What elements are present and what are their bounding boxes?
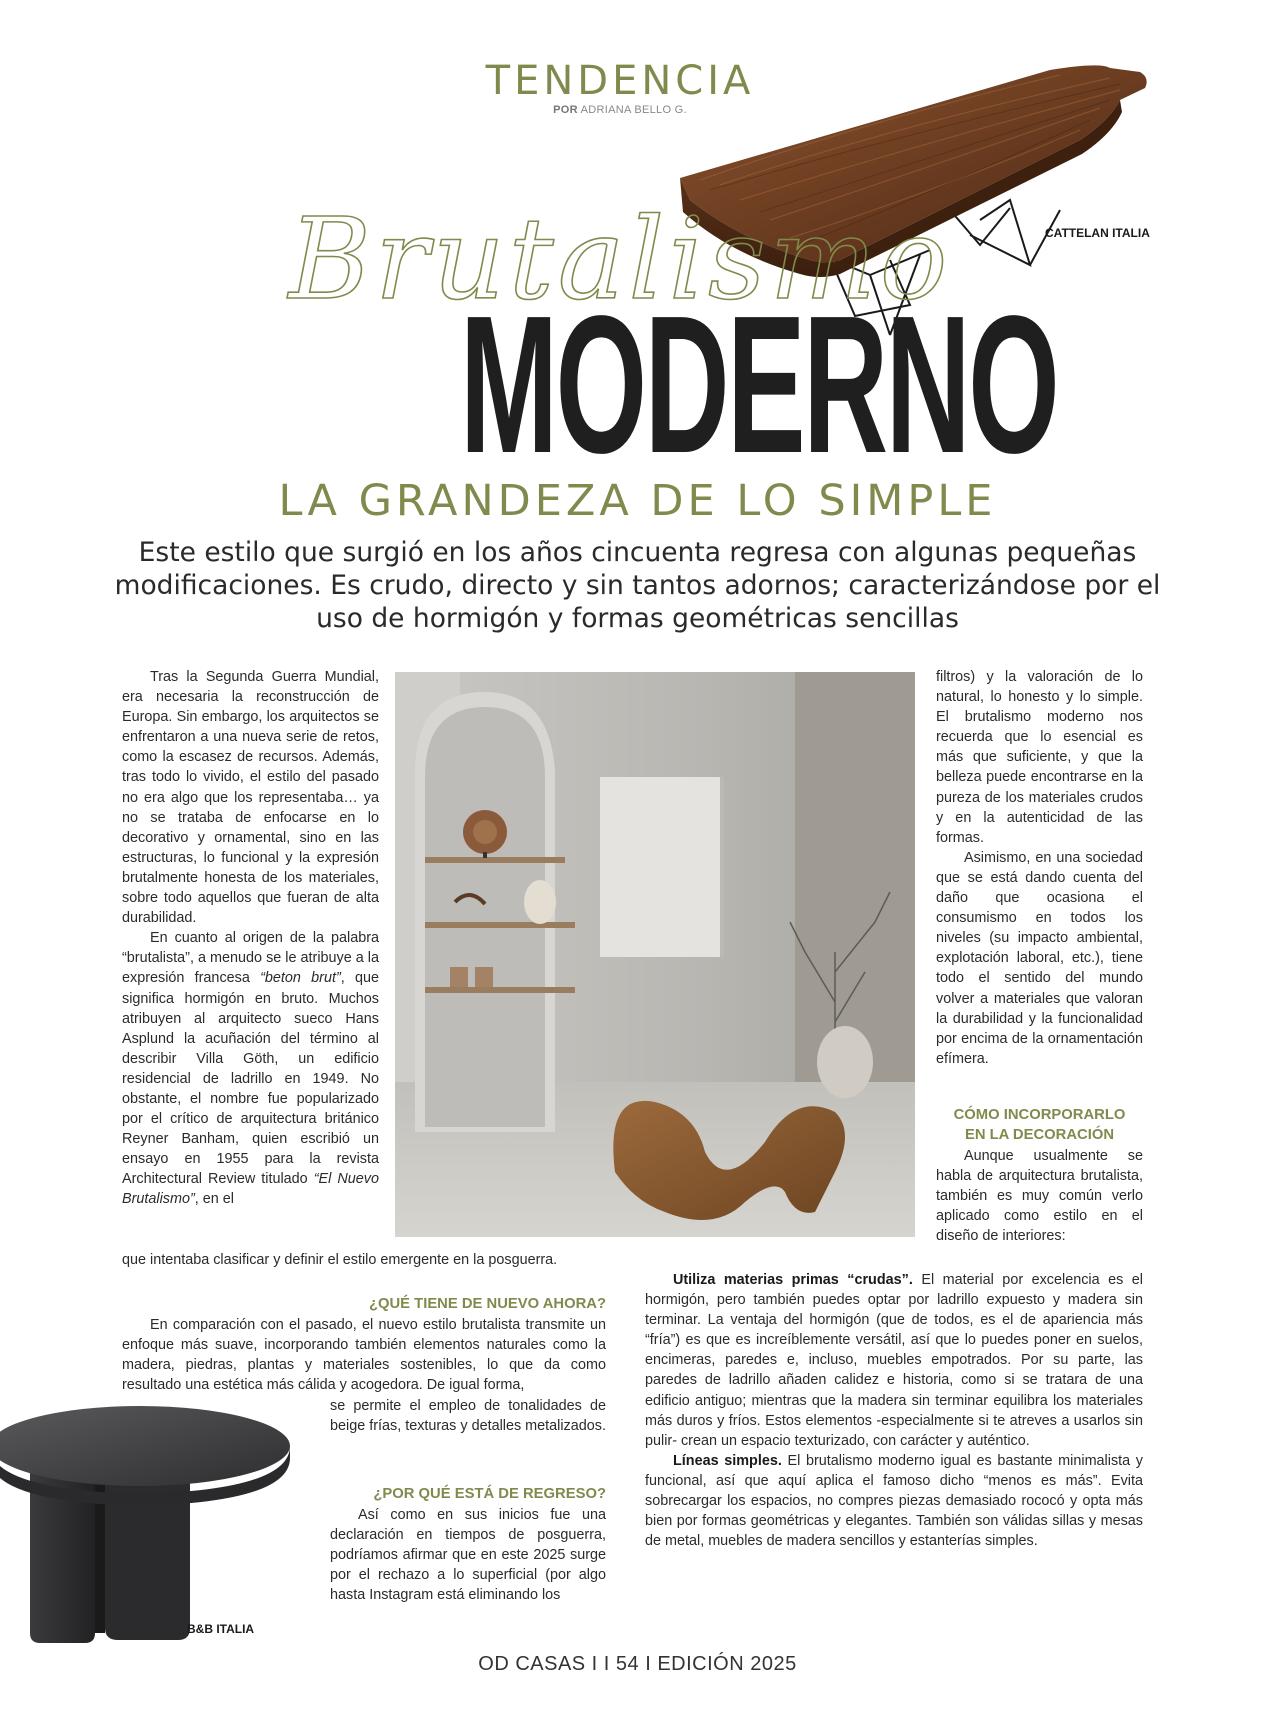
left-paragraph-2 [122, 928, 379, 1209]
porque-paragraph [330, 1505, 606, 1605]
left-p2-em-2: “El Nuevo Brutalismo” [122, 1171, 379, 1208]
script-title-text: Brutalismo [288, 195, 952, 325]
porque-paragraph-text: Así como en sus inicios fue una declaración en tiempos de posguerra, podríamos afirmar que en este 2025 surge por el rechazo a lo superficial (por algo hasta Instagram está eliminando los [330, 1507, 606, 1604]
lineas-bold: Líneas simples. [673, 1452, 782, 1469]
round-table-image [0, 1398, 278, 1648]
lineas-paragraph [645, 1451, 1143, 1551]
que-paragraph-text-b: se permite el empleo de tonalidades de beige frías, texturas y detalles metalizados. [330, 1398, 606, 1435]
crudas-bold: Utiliza materias primas “crudas”. [673, 1272, 913, 1288]
byline-prefix: POR [553, 104, 578, 116]
left-p2-em-1: “beton brut” [260, 970, 341, 987]
table-credit: CATTELAN ITALIA [1045, 226, 1150, 240]
left-p2-tail [122, 1250, 606, 1270]
page-footer: OD CASAS I I 54 I EDICIÓN 2025 [478, 1653, 797, 1675]
left-paragraph-1: Tras la Segunda Guerra Mundial, era necesaria la reconstrucción de Europa. Sin embargo, los arquitectos se enfrentaron a una nueva serie de retos, como la escasez de recursos. Además, tras todo lo vivido, el estilo del pasado no era algo que los representaba… ya no se trataba de enfocarse en lo decorativo y ornamental, sino en las estructuras, lo funcional y la expresión brutalmente honesta de los materiales, sobre todo aquellos que fueran de alta durabilidad. [122, 669, 379, 927]
round-table-credit: B&B ITALIA [187, 1622, 255, 1636]
right-paragraph-2: Asimismo, en una sociedad que se está dando cuenta del daño que ocasiona el consumismo en todos los niveles (su impacto ambiental, explotación laboral, etc.), tiene todo el sentido del mundo volver a materiales que valoran la durabilidad y la funcionalidad por encima de la ornamentación efímera. [936, 849, 1143, 1067]
section-label: TENDENCIA [485, 58, 755, 104]
heading-que-tiene: ¿QUÉ TIENE DE NUEVO AHORA? [368, 1296, 606, 1312]
main-title: MODERNO [460, 275, 1058, 494]
que-paragraph-text: En comparación con el pasado, el nuevo estilo brutalista transmite un enfoque más suave, incorporando también elementos naturales como la madera, piedras, plantas y materiales sostenibles, lo que da como resultado una estética más cálida y acogedora. De igual forma, [122, 1317, 606, 1394]
crudas-text: El material por excelencia es el hormigón, pero también puedes optar por ladrillo expuesto y madera sin terminar. La ventaja del hormigón (que de todos, es el de apariencia más “fría”) es que es increíblemente versátil, así que lo puedes poner en suelos, encimeras, paredes e, incluso, muebles empotrados. Por su parte, las paredes de ladrillo añaden calidez e historia, como si se tratara de una edificio antiguo; mientras que la madera sin terminar equilibra los materiales más duros y fríos. Estos elementos -especialmente si te atreves a usarlos sin pulir- crean un espacio texturizado, con carácter y auténtico. [645, 1272, 1143, 1449]
que-paragraph [122, 1315, 606, 1395]
room-photo [395, 672, 915, 1237]
que-paragraph-cont [330, 1396, 606, 1436]
heading-como [936, 1105, 1143, 1145]
left-p2-text-c: , en el [194, 1191, 234, 1208]
heading-como-line-2: EN LA DECORACIÓN [964, 1127, 1115, 1143]
right-lower-column [645, 1270, 1143, 1551]
right-paragraph-3-wrap [936, 1146, 1143, 1246]
heading-por-que: ¿POR QUÉ ESTÁ DE REGRESO? [373, 1486, 606, 1502]
right-column [936, 667, 1143, 1069]
heading-como-line-1: CÓMO INCORPORARLO [953, 1107, 1126, 1123]
lead-paragraph: Este estilo que surgió en los años cincuenta regresa con algunas pequeñas modificaciones. Es crudo, directo y sin tantos adornos; caracterizándose por el uso de hormigón y formas geométricas sencillas [114, 537, 1161, 634]
right-paragraph-3: Aunque usualmente se habla de arquitectura brutalista, también es muy común verlo aplicado como estilo en el diseño de interiores: [936, 1148, 1143, 1245]
left-column [122, 667, 379, 1210]
left-p2-tail-text: que intentaba clasificar y definir el estilo emergente en la posguerra. [122, 1252, 558, 1268]
lineas-text: El brutalismo moderno igual es bastante minimalista y funcional, así que aquí aplica el famoso dicho “menos es más”. Evita sobrecargar los espacios, no compres piezas demasiado rococó y opta más bien por formas geométricas y elegantes. También son válidas sillas y mesas de metal, muebles de madera sencillos y estanterías simples. [645, 1452, 1143, 1550]
left-p2-text-b: , que significa hormigón en bruto. Muchos atribuyen al arquitecto sueco Hans Asplund la acuñación del término al describir Villa Göth, un edificio residencial de ladrillo en 1949. No obstante, el nombre fue popularizado por el crítico de arquitectura británico Reyner Banham, quien escribió un ensayo en 1955 para la revista Architectural Review titulado [122, 970, 379, 1188]
left-p2-text-a: En cuanto al origen de la palabra “brutalista”, a menudo se le atribuye a la expresión francesa [122, 930, 379, 987]
crudas-paragraph [645, 1270, 1143, 1451]
right-paragraph-1: filtros) y la valoración de lo natural, lo honesto y lo simple. El brutalismo moderno nos recuerda que lo esencial es más que suficiente, y que la belleza puede encontrarse en la pureza de los materiales crudos y en la autenticidad de las formas. [936, 669, 1143, 846]
subtitle: LA GRANDEZA DE LO SIMPLE [278, 476, 997, 526]
byline-author: ADRIANA BELLO G. [580, 104, 687, 116]
